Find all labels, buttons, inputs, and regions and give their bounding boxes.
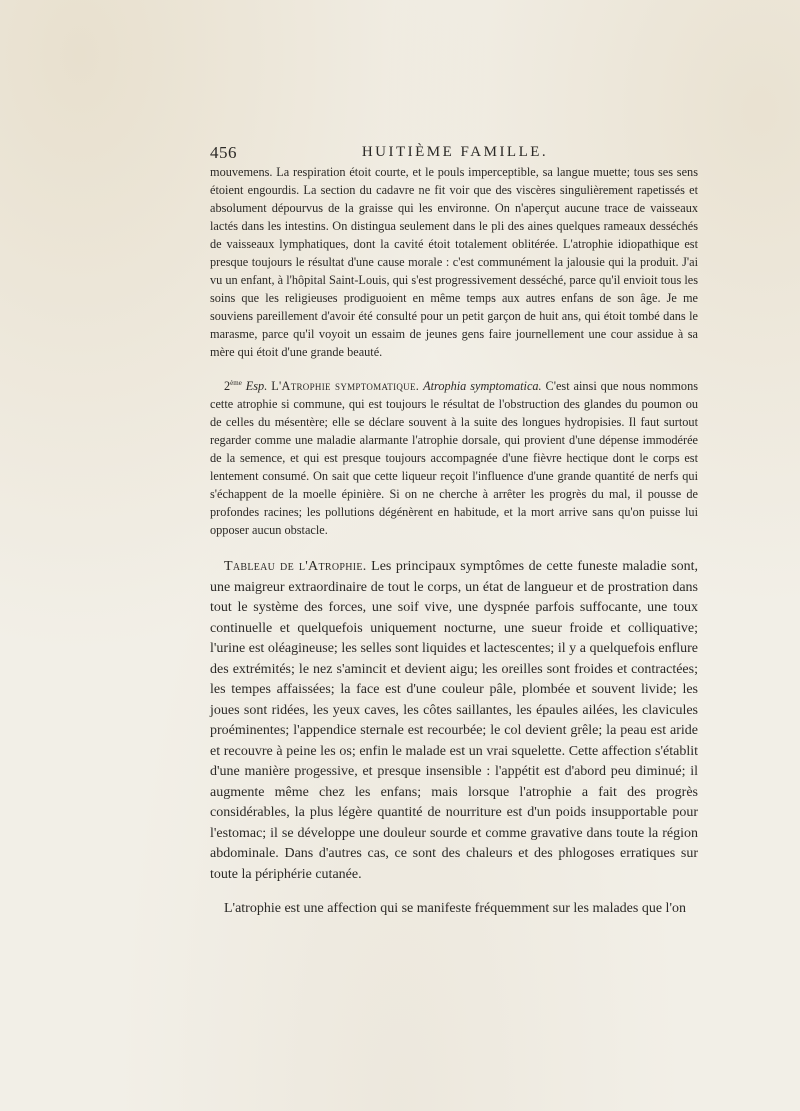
species-heading: L'Atrophie symptomatique. (271, 379, 420, 393)
section-heading: Tableau de l'Atrophie. (224, 559, 367, 574)
page-body (210, 163, 698, 920)
paragraph-final: L'atrophie est une affection qui se manifeste fréquemment sur les malades que l'on (224, 901, 686, 916)
paragraph-symptomatic-atrophy (210, 377, 698, 539)
paragraph-text: C'est ainsi que nous nommons cette atrophie si commune, qui est toujours le résultat de l'obstruction des glandes du poumon ou de celles du mésentère; elle se déclare souvent à la suite des longues hydropisies. Il faut surtout regarder comme une maladie alarmante l'atrophie dorsale, qui provient d'une dépense immodérée de la semence, et qui est presque toujours accompagnée d'une fièvre hectique dont le corps est lentement consumé. On sait que cette liqueur reçoit l'influence d'une grande quantité de nerfs qui s'échappent de la moelle épinière. Si on ne cherche à arrêter les progrès du mal, il pousse de profondes racines; les pollutions dégénèrent en habitude, et la mort arrive sans qu'on puisse lui opposer aucun obstacle. (210, 379, 698, 537)
page-number: 456 (210, 143, 237, 162)
species-number-suffix: ème (230, 379, 242, 387)
paragraph-tableau (210, 557, 698, 885)
latin-name: Atrophia symptomatica. (423, 379, 542, 393)
paragraph-text: Les principaux symptômes de cette funeste maladie sont, une maigreur extraordinaire de tout le corps, un état de langueur et de prostration dans tout le système des forces, une soif vive, une dyspnée parfois suffocante, une toux continuelle et quelquefois uniquement nocturne, une sueur froide et colliquative; l'urine est oléagineuse; les selles sont liquides et lactescentes; il y a quelquefois enflure des extrémités; le nez s'amincit et devient aigu; les oreilles sont froides et contractées; les tempes affaissées; la face est d'une couleur pâle, plombée et souvent livide; les joues sont ridées, les yeux caves, les côtes saillantes, les épaules ailées, les clavicules proéminentes; l'appendice sternale est recourbée; le col devient grêle; la peau est aride et recouvre à peine les os; enfin le malade est un vrai squelette. Cette affection s'établit d'une manière progessive, et presque insensible : l'appétit est d'abord peu diminué; il augmente même chez les enfans; mais lorsque l'atrophie a fait des progrès considérables, la plus légère quantité de nourriture est d'un poids insupportable pour l'estomac; il se développe une douleur sourde et comme gravative dans toute la région abdominale. Dans d'autres cas, ce sont des chaleurs et des phlogoses erratiques sur toute la périphérie cutanée. (210, 559, 699, 882)
species-abbrev: Esp. (245, 379, 268, 393)
page-header (210, 143, 700, 165)
species-number: 2 (224, 379, 231, 393)
running-title: HUITIÈME FAMILLE. (361, 144, 549, 160)
paragraph-continuation: mouvemens. La respiration étoit courte, et le pouls imperceptible, sa langue muette; tous ses sens étoient engourdis. La section du cadavre ne fit voir que des viscères singulièrement rapetissés et absolument dépourvus de la graisse qui les environne. On n'aperçut aucune trace de vaisseaux lactés dans les intestins. On distingua seulement dans le pli des aines quelques rameaux desséchés de vaisseaux lymphatiques, dont la cavité étoit totalement oblitérée. L'atrophie idiopathique est presque toujours le résultat d'une cause morale : c'est communément la jalousie qui la produit. J'ai vu un enfant, à l'hôpital Saint-Louis, qui s'est progressivement desséché, parce qu'il envioit tous les soins que les religieuses prodiguoient en même temps aux autres enfans de son âge. Je me souviens pareillement d'avoir été consulté pour un petit garçon de huit ans, qui étoit tombé dans le marasme, parce qu'il voyoit un essaim de jeunes gens faire journellement une cour assidue à sa mère qui étoit d'une grande beauté. (210, 165, 698, 359)
